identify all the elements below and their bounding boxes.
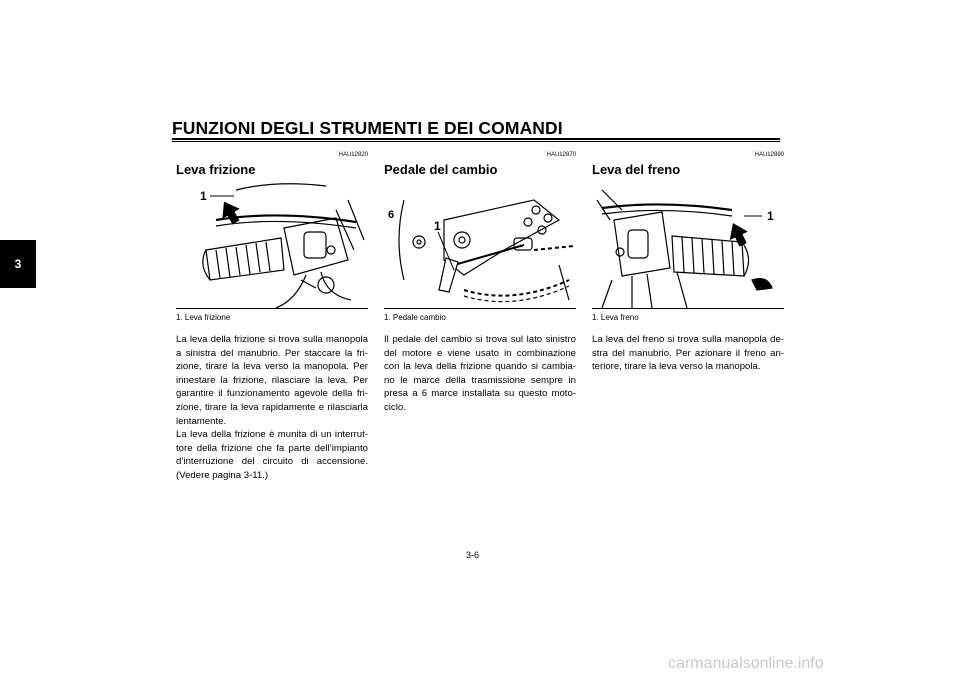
clutch-lever-drawing: [176, 180, 368, 308]
body-paragraph: La leva della frizione è munita di un interrut-tore della frizione che fa parte dell’impianto d’interruzione del circuito di accensione. (Vedere pagina 3-11.): [176, 429, 368, 481]
clutch-lever-illustration: [176, 180, 368, 308]
section-body: [592, 333, 784, 374]
section-body: [384, 333, 576, 415]
header-rule-thin: [172, 141, 780, 142]
gear-mark: 6: [388, 209, 395, 221]
brake-lever-drawing: [592, 180, 784, 308]
page-title: FUNZIONI DEGLI STRUMENTI E DEI COMANDI: [172, 118, 563, 138]
caption-rule: [176, 308, 368, 309]
section-clutch-lever: [176, 152, 368, 483]
body-paragraph: La leva della frizione si trova sulla manopola a sinistra del manubrio. Per staccare la fri-zione, tirare la leva verso la manopola. Per innestare la frizione, rilasciare la leva. Per garantire il funzionamento agevole della fri-zione, tirare la leva rapidamente e rilasciarla lentamente.: [176, 334, 368, 427]
body-paragraph: Il pedale del cambio si trova sul lato sinistro del motore e viene usato in combinazione con la leva della frizione quando si cambia-no le marce della trasmissione sempre in presa a 6 marce installata su questo moto-ciclo.: [384, 334, 576, 413]
caption-rule: [592, 308, 784, 309]
shift-pedal-drawing: [384, 180, 576, 308]
section-shift-pedal: [384, 152, 576, 415]
section-code: HAU12890: [754, 152, 784, 158]
watermark: carmanualsonline.info: [668, 655, 824, 672]
figure-caption: 1. Leva frizione: [176, 313, 231, 322]
section-title: Leva frizione: [176, 162, 256, 177]
page-number: 3-6: [466, 550, 480, 560]
body-paragraph: La leva del freno si trova sulla manopola de-stra del manubrio. Per azionare il freno an-teriore, tirare la leva verso la manopola.: [592, 334, 784, 373]
brake-lever-illustration: [592, 180, 784, 308]
chapter-tab: 3: [0, 240, 36, 288]
header-rule: [172, 138, 780, 140]
caption-rule: [384, 308, 576, 309]
section-code: HAU12820: [338, 152, 368, 158]
figure-caption: 1. Pedale cambio: [384, 313, 446, 322]
section-title: Pedale del cambio: [384, 162, 498, 177]
callout-number: 1: [767, 209, 774, 223]
section-title: Leva del freno: [592, 162, 681, 177]
section-body: [176, 333, 368, 483]
shift-pedal-illustration: [384, 180, 576, 308]
section-code: HAU12870: [546, 152, 576, 158]
section-brake-lever: [592, 152, 784, 374]
callout-number: 1: [200, 189, 207, 203]
callout-number: 1: [434, 219, 441, 233]
figure-caption: 1. Leva freno: [592, 313, 639, 322]
